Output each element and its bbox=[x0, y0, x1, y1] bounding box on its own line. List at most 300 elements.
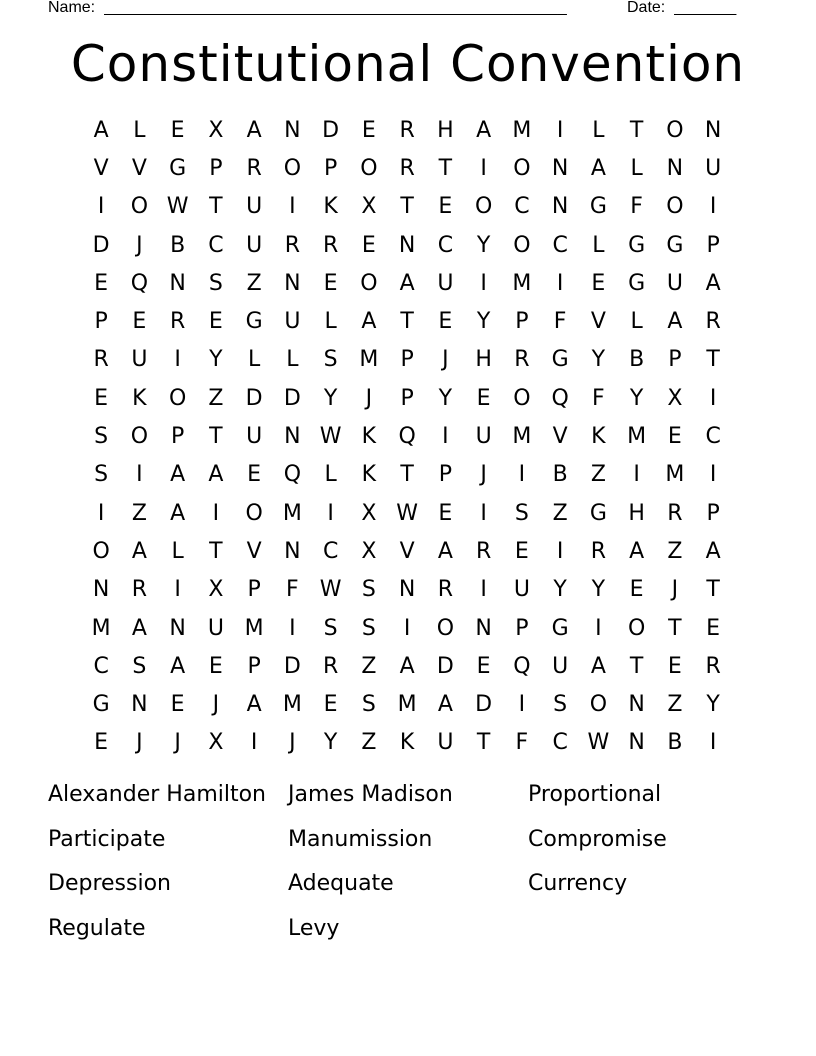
grid-letter[interactable]: P bbox=[400, 385, 414, 411]
grid-letter[interactable]: U bbox=[207, 615, 224, 641]
grid-letter[interactable]: S bbox=[208, 270, 223, 296]
grid-letter[interactable]: T bbox=[400, 194, 414, 220]
grid-letter[interactable]: N bbox=[284, 117, 301, 143]
date-blank-line[interactable]: _______ bbox=[674, 0, 737, 16]
grid-letter[interactable]: B bbox=[170, 232, 186, 258]
grid-letter[interactable]: M bbox=[282, 500, 302, 526]
grid-letter[interactable]: X bbox=[208, 117, 224, 143]
grid-letter[interactable]: R bbox=[169, 309, 186, 335]
grid-letter[interactable]: D bbox=[245, 385, 263, 411]
grid-letter[interactable]: I bbox=[518, 462, 526, 488]
grid-letter[interactable]: A bbox=[705, 270, 721, 296]
grid-letter[interactable]: E bbox=[476, 653, 491, 679]
grid-letter[interactable]: M bbox=[91, 615, 111, 641]
grid-letter[interactable]: Y bbox=[438, 385, 453, 411]
grid-letter[interactable]: N bbox=[398, 232, 416, 258]
grid-letter[interactable]: I bbox=[480, 577, 487, 603]
grid-letter[interactable]: X bbox=[208, 577, 224, 603]
grid-letter[interactable]: L bbox=[630, 155, 643, 181]
word-bank bbox=[48, 775, 768, 954]
grid-letter[interactable]: T bbox=[400, 462, 414, 488]
grid-letter[interactable]: I bbox=[595, 615, 602, 641]
grid-letter[interactable]: E bbox=[438, 309, 453, 335]
grid-letter[interactable]: N bbox=[131, 692, 148, 718]
grid-letter[interactable]: E bbox=[132, 309, 147, 335]
grid-letter[interactable]: N bbox=[398, 577, 416, 603]
grid-letter[interactable]: C bbox=[322, 538, 339, 564]
grid-letter[interactable]: N bbox=[284, 270, 301, 296]
date-label: Date: bbox=[627, 0, 666, 16]
grid-letter[interactable]: Y bbox=[553, 577, 567, 603]
grid-letter[interactable]: X bbox=[667, 385, 683, 411]
grid-letter[interactable]: E bbox=[476, 385, 491, 411]
grid-letter[interactable]: C bbox=[705, 424, 721, 450]
grid-letter[interactable]: P bbox=[323, 155, 338, 181]
grid-letter[interactable]: O bbox=[283, 155, 302, 181]
grid-letter[interactable]: L bbox=[133, 117, 146, 143]
grid-letter[interactable]: E bbox=[438, 194, 453, 220]
grid-letter[interactable]: T bbox=[209, 424, 223, 450]
grid-letter[interactable]: T bbox=[438, 155, 453, 181]
grid-letter[interactable]: U bbox=[284, 309, 301, 335]
grid-letter[interactable]: L bbox=[286, 347, 299, 373]
grid-letter[interactable]: W bbox=[319, 577, 342, 603]
grid-letter[interactable]: H bbox=[475, 347, 492, 373]
grid-letter[interactable]: X bbox=[208, 730, 224, 756]
grid-letter[interactable]: F bbox=[630, 194, 643, 220]
grid-letter[interactable]: L bbox=[171, 538, 184, 564]
word-search-grid bbox=[82, 111, 736, 762]
grid-letter[interactable]: S bbox=[94, 424, 109, 450]
grid-letter[interactable]: D bbox=[92, 232, 110, 258]
grid-letter[interactable]: Q bbox=[398, 424, 416, 450]
grid-letter[interactable]: Y bbox=[629, 385, 644, 411]
grid-letter[interactable]: J bbox=[480, 462, 487, 488]
grid-letter[interactable]: Y bbox=[591, 347, 606, 373]
grid-letter[interactable]: R bbox=[284, 232, 301, 258]
grid-letter[interactable]: R bbox=[399, 117, 415, 143]
grid-letter[interactable]: O bbox=[168, 385, 187, 411]
grid-letter[interactable]: U bbox=[131, 347, 148, 373]
grid-letter[interactable]: N bbox=[284, 424, 301, 450]
grid-letter[interactable]: R bbox=[246, 155, 262, 181]
grid-letter[interactable]: M bbox=[512, 117, 532, 143]
grid-letter[interactable]: N bbox=[284, 538, 301, 564]
grid-letter[interactable]: R bbox=[322, 653, 339, 679]
grid-letter[interactable]: V bbox=[93, 155, 109, 181]
grid-letter[interactable]: Q bbox=[130, 270, 149, 296]
grid-letter[interactable]: B bbox=[629, 347, 645, 373]
grid-letter[interactable]: I bbox=[556, 117, 564, 143]
grid-letter[interactable]: B bbox=[552, 462, 568, 488]
grid-letter[interactable]: A bbox=[667, 309, 683, 335]
grid-letter[interactable]: O bbox=[589, 692, 608, 718]
grid-letter[interactable]: A bbox=[629, 538, 645, 564]
grid-letter[interactable]: Y bbox=[591, 577, 606, 603]
grid-letter[interactable]: K bbox=[361, 462, 377, 488]
grid-letter[interactable]: Y bbox=[323, 385, 338, 411]
grid-letter[interactable]: I bbox=[327, 500, 334, 526]
grid-letter[interactable]: M bbox=[359, 347, 379, 373]
grid-letter[interactable]: J bbox=[136, 730, 143, 756]
grid-letter[interactable]: L bbox=[592, 232, 605, 258]
grid-letter[interactable]: P bbox=[438, 462, 453, 488]
grid-letter[interactable]: T bbox=[209, 538, 223, 564]
grid-letter[interactable]: E bbox=[247, 462, 262, 488]
grid-letter[interactable]: G bbox=[551, 347, 569, 373]
grid-letter[interactable]: Y bbox=[209, 347, 223, 373]
grid-letter[interactable]: Y bbox=[323, 730, 338, 756]
grid-letter[interactable]: K bbox=[361, 424, 377, 450]
grid-letter[interactable]: E bbox=[361, 117, 376, 143]
grid-letter[interactable]: I bbox=[97, 500, 105, 526]
grid-letter[interactable]: R bbox=[399, 155, 415, 181]
grid-letter[interactable]: M bbox=[512, 424, 532, 450]
grid-letter[interactable]: A bbox=[590, 155, 606, 181]
grid-letter[interactable]: E bbox=[208, 653, 223, 679]
grid-letter[interactable]: F bbox=[553, 309, 567, 335]
grid-letter[interactable]: G bbox=[628, 232, 646, 258]
grid-letter[interactable]: N bbox=[169, 615, 186, 641]
grid-letter[interactable]: U bbox=[705, 155, 722, 181]
grid-letter[interactable]: E bbox=[629, 577, 644, 603]
grid-letter[interactable]: G bbox=[628, 270, 646, 296]
grid-letter[interactable]: O bbox=[130, 424, 149, 450]
grid-letter[interactable]: A bbox=[246, 117, 262, 143]
grid-letter[interactable]: U bbox=[246, 424, 263, 450]
grid-letter[interactable]: O bbox=[474, 194, 493, 220]
grid-letter[interactable]: E bbox=[514, 538, 529, 564]
grid-letter[interactable]: N bbox=[475, 615, 492, 641]
grid-letter[interactable]: P bbox=[706, 232, 720, 258]
grid-letter[interactable]: C bbox=[93, 653, 109, 679]
grid-letter[interactable]: E bbox=[667, 424, 682, 450]
grid-letter[interactable]: I bbox=[480, 155, 487, 181]
grid-letter[interactable]: N bbox=[628, 692, 645, 718]
word-bank-item: Participate bbox=[48, 826, 166, 852]
grid-letter[interactable]: U bbox=[437, 730, 454, 756]
grid-letter[interactable]: A bbox=[170, 462, 186, 488]
grid-letter[interactable]: G bbox=[92, 692, 110, 718]
grid-letter[interactable]: K bbox=[591, 424, 606, 450]
grid-letter[interactable]: A bbox=[208, 462, 224, 488]
grid-letter[interactable]: P bbox=[515, 309, 529, 335]
grid-letter[interactable]: D bbox=[283, 653, 301, 679]
grid-letter[interactable]: D bbox=[322, 117, 340, 143]
grid-letter[interactable]: M bbox=[665, 462, 685, 488]
grid-letter[interactable]: Y bbox=[476, 309, 491, 335]
grid-letter[interactable]: P bbox=[247, 577, 261, 603]
grid-letter[interactable]: O bbox=[360, 270, 378, 296]
word-bank-item: Regulate bbox=[48, 916, 146, 942]
grid-letter[interactable]: I bbox=[174, 347, 181, 373]
grid-letter[interactable]: L bbox=[324, 309, 337, 335]
grid-letter[interactable]: O bbox=[627, 615, 646, 641]
grid-letter[interactable]: I bbox=[212, 500, 220, 526]
grid-letter[interactable]: U bbox=[513, 577, 530, 603]
grid-letter[interactable]: T bbox=[706, 347, 720, 373]
grid-letter[interactable]: K bbox=[399, 730, 415, 756]
grid-letter[interactable]: W bbox=[396, 500, 418, 526]
grid-letter[interactable]: P bbox=[94, 309, 108, 335]
word-bank-item: Adequate bbox=[288, 871, 394, 897]
grid-letter[interactable]: A bbox=[437, 692, 453, 718]
grid-letter[interactable]: L bbox=[247, 347, 261, 373]
grid-letter[interactable]: P bbox=[400, 347, 414, 373]
grid-letter[interactable]: U bbox=[246, 194, 263, 220]
grid-letter[interactable]: U bbox=[437, 270, 454, 296]
grid-letter[interactable]: J bbox=[442, 347, 449, 373]
grid-letter[interactable]: N bbox=[628, 730, 645, 756]
grid-letter[interactable]: I bbox=[556, 270, 564, 296]
grid-letter[interactable]: H bbox=[437, 117, 454, 143]
grid-letter[interactable]: O bbox=[513, 155, 531, 181]
grid-letter[interactable]: S bbox=[94, 462, 109, 488]
grid-letter[interactable]: X bbox=[361, 194, 377, 220]
grid-letter[interactable]: J bbox=[212, 692, 220, 718]
grid-letter[interactable]: A bbox=[131, 615, 147, 641]
grid-letter[interactable]: T bbox=[668, 615, 682, 641]
grid-letter[interactable]: X bbox=[361, 538, 377, 564]
grid-letter[interactable]: N bbox=[169, 270, 186, 296]
grid-letter[interactable]: K bbox=[323, 194, 338, 220]
grid-letter[interactable]: W bbox=[319, 424, 342, 450]
grid-letter[interactable]: Z bbox=[667, 538, 683, 564]
grid-letter[interactable]: I bbox=[556, 538, 564, 564]
grid-letter[interactable]: D bbox=[283, 385, 301, 411]
grid-letter[interactable]: A bbox=[361, 309, 377, 335]
grid-letter[interactable]: I bbox=[633, 462, 640, 488]
grid-letter[interactable]: D bbox=[475, 692, 493, 718]
grid-letter[interactable]: J bbox=[671, 577, 679, 603]
grid-letter[interactable]: N bbox=[92, 577, 110, 603]
grid-letter[interactable]: P bbox=[668, 347, 682, 373]
grid-letter[interactable]: A bbox=[590, 653, 606, 679]
grid-letter[interactable]: M bbox=[244, 615, 264, 641]
grid-letter[interactable]: F bbox=[286, 577, 299, 603]
grid-letter[interactable]: R bbox=[705, 309, 721, 335]
grid-letter[interactable]: A bbox=[399, 270, 415, 296]
grid-letter[interactable]: O bbox=[130, 194, 149, 220]
grid-letter[interactable]: T bbox=[209, 194, 223, 220]
grid-letter[interactable]: S bbox=[132, 653, 147, 679]
grid-letter[interactable]: R bbox=[514, 347, 530, 373]
grid-letter[interactable]: A bbox=[170, 500, 186, 526]
grid-letter[interactable]: O bbox=[513, 385, 531, 411]
grid-letter[interactable]: I bbox=[250, 730, 258, 756]
grid-letter[interactable]: O bbox=[436, 615, 455, 641]
grid-letter[interactable]: I bbox=[289, 194, 296, 220]
grid-letter[interactable]: P bbox=[209, 155, 223, 181]
grid-letter[interactable]: Z bbox=[131, 500, 147, 526]
grid-letter[interactable]: S bbox=[361, 577, 376, 603]
grid-letter[interactable]: T bbox=[629, 117, 644, 143]
grid-letter[interactable]: J bbox=[136, 232, 143, 258]
grid-letter[interactable]: V bbox=[552, 424, 568, 450]
grid-letter[interactable]: P bbox=[706, 500, 720, 526]
grid-letter[interactable]: O bbox=[360, 155, 378, 181]
grid-letter[interactable]: U bbox=[475, 424, 492, 450]
word-bank-item: Depression bbox=[48, 871, 171, 897]
grid-letter[interactable]: E bbox=[170, 117, 185, 143]
grid-letter[interactable]: A bbox=[476, 117, 492, 143]
grid-letter[interactable]: J bbox=[174, 730, 181, 756]
grid-letter[interactable]: E bbox=[706, 615, 721, 641]
grid-letter[interactable]: Q bbox=[551, 385, 569, 411]
grid-letter[interactable]: H bbox=[628, 500, 645, 526]
grid-letter[interactable]: C bbox=[208, 232, 224, 258]
grid-letter[interactable]: A bbox=[246, 692, 262, 718]
grid-letter[interactable]: I bbox=[709, 385, 717, 411]
grid-letter[interactable]: S bbox=[323, 615, 338, 641]
grid-letter[interactable]: Z bbox=[361, 653, 377, 679]
grid-letter[interactable]: C bbox=[552, 232, 568, 258]
grid-letter[interactable]: I bbox=[174, 577, 181, 603]
grid-letter[interactable]: Z bbox=[208, 385, 224, 411]
grid-letter[interactable]: I bbox=[709, 730, 717, 756]
grid-letter[interactable]: U bbox=[666, 270, 683, 296]
grid-letter[interactable]: T bbox=[706, 577, 720, 603]
grid-letter[interactable]: Z bbox=[246, 270, 262, 296]
grid-letter[interactable]: E bbox=[94, 270, 109, 296]
grid-letter[interactable]: L bbox=[324, 462, 337, 488]
grid-letter[interactable]: R bbox=[437, 577, 454, 603]
grid-letter[interactable]: L bbox=[592, 117, 605, 143]
grid-letter[interactable]: C bbox=[437, 232, 454, 258]
grid-letter[interactable]: V bbox=[131, 155, 147, 181]
grid-letter[interactable]: O bbox=[245, 500, 263, 526]
grid-letter[interactable]: R bbox=[475, 538, 492, 564]
grid-letter[interactable]: A bbox=[705, 538, 721, 564]
grid-letter[interactable]: V bbox=[399, 538, 415, 564]
grid-letter[interactable]: N bbox=[666, 155, 684, 181]
grid-letter[interactable]: U bbox=[552, 653, 569, 679]
grid-letter[interactable]: M bbox=[282, 692, 302, 718]
grid-letter[interactable]: E bbox=[323, 270, 338, 296]
grid-letter[interactable]: R bbox=[590, 538, 607, 564]
grid-letter[interactable]: G bbox=[589, 500, 607, 526]
grid-letter[interactable]: F bbox=[515, 730, 529, 756]
grid-letter[interactable]: Q bbox=[283, 462, 302, 488]
grid-letter[interactable]: E bbox=[94, 385, 109, 411]
grid-letter[interactable]: I bbox=[480, 270, 487, 296]
grid-letter[interactable]: C bbox=[514, 194, 530, 220]
grid-letter[interactable]: Z bbox=[552, 500, 568, 526]
grid-letter[interactable]: T bbox=[400, 309, 414, 335]
grid-letter[interactable]: N bbox=[551, 155, 569, 181]
grid-letter[interactable]: I bbox=[709, 194, 717, 220]
grid-letter[interactable]: O bbox=[666, 117, 684, 143]
name-blank-line[interactable]: ____________________________________________________ bbox=[104, 0, 567, 16]
grid-letter[interactable]: Z bbox=[667, 692, 683, 718]
grid-letter[interactable]: Y bbox=[706, 692, 720, 718]
grid-letter[interactable]: A bbox=[399, 653, 415, 679]
grid-letter[interactable]: S bbox=[361, 692, 376, 718]
grid-letter[interactable]: U bbox=[246, 232, 263, 258]
grid-letter[interactable]: I bbox=[289, 615, 296, 641]
grid-letter[interactable]: A bbox=[437, 538, 453, 564]
grid-letter[interactable]: A bbox=[93, 117, 109, 143]
grid-letter[interactable]: A bbox=[170, 653, 186, 679]
grid-letter[interactable]: R bbox=[667, 500, 683, 526]
grid-letter[interactable]: P bbox=[170, 424, 185, 450]
grid-letter[interactable]: A bbox=[131, 538, 147, 564]
grid-letter[interactable]: X bbox=[361, 500, 377, 526]
grid-letter[interactable]: M bbox=[512, 270, 532, 296]
grid-letter[interactable]: Y bbox=[476, 232, 491, 258]
grid-letter[interactable]: W bbox=[587, 730, 610, 756]
grid-letter[interactable]: G bbox=[589, 194, 607, 220]
grid-letter[interactable]: J bbox=[289, 730, 296, 756]
grid-letter[interactable]: Z bbox=[590, 462, 606, 488]
grid-letter[interactable]: R bbox=[322, 232, 339, 258]
grid-letter[interactable]: P bbox=[515, 615, 529, 641]
grid-letter[interactable]: V bbox=[246, 538, 262, 564]
grid-letter[interactable]: S bbox=[323, 347, 338, 373]
grid-letter[interactable]: K bbox=[132, 385, 147, 411]
grid-letter[interactable]: I bbox=[480, 500, 487, 526]
grid-letter[interactable]: G bbox=[169, 155, 187, 181]
grid-letter[interactable]: I bbox=[442, 424, 449, 450]
grid-letter[interactable]: S bbox=[553, 692, 568, 718]
grid-letter[interactable]: E bbox=[208, 309, 223, 335]
grid-letter[interactable]: I bbox=[709, 462, 717, 488]
word-bank-item: Compromise bbox=[528, 826, 667, 852]
grid-letter[interactable]: E bbox=[667, 653, 682, 679]
grid-letter[interactable]: N bbox=[551, 194, 569, 220]
grid-letter[interactable]: I bbox=[403, 615, 411, 641]
grid-letter[interactable]: G bbox=[245, 309, 263, 335]
grid-letter[interactable]: L bbox=[630, 309, 643, 335]
grid-letter[interactable]: P bbox=[247, 653, 261, 679]
grid-letter[interactable]: I bbox=[136, 462, 143, 488]
grid-letter[interactable]: T bbox=[476, 730, 491, 756]
grid-letter[interactable]: S bbox=[361, 615, 376, 641]
grid-letter[interactable]: R bbox=[131, 577, 148, 603]
grid-letter[interactable]: E bbox=[438, 500, 453, 526]
grid-letter[interactable]: O bbox=[666, 194, 684, 220]
grid-letter[interactable]: I bbox=[97, 194, 105, 220]
grid-letter[interactable]: O bbox=[92, 538, 110, 564]
grid-letter[interactable]: E bbox=[323, 692, 338, 718]
grid-letter[interactable]: M bbox=[397, 692, 417, 718]
grid-letter[interactable]: T bbox=[629, 653, 644, 679]
grid-letter[interactable]: Z bbox=[361, 730, 377, 756]
grid-letter[interactable]: F bbox=[592, 385, 605, 411]
grid-letter[interactable]: G bbox=[666, 232, 684, 258]
grid-letter[interactable]: I bbox=[518, 692, 526, 718]
grid-letter[interactable]: E bbox=[591, 270, 606, 296]
grid-letter[interactable]: E bbox=[170, 692, 185, 718]
grid-letter[interactable]: O bbox=[513, 232, 531, 258]
grid-letter[interactable]: W bbox=[166, 194, 189, 220]
grid-letter[interactable]: R bbox=[93, 347, 109, 373]
name-label: Name: bbox=[48, 0, 96, 16]
grid-letter[interactable]: V bbox=[590, 309, 606, 335]
grid-letter[interactable]: B bbox=[667, 730, 683, 756]
grid-letter[interactable]: J bbox=[365, 385, 373, 411]
grid-letter[interactable]: E bbox=[94, 730, 109, 756]
grid-letter[interactable]: G bbox=[551, 615, 569, 641]
grid-letter[interactable]: R bbox=[705, 653, 721, 679]
grid-letter[interactable]: S bbox=[514, 500, 529, 526]
grid-letter[interactable]: M bbox=[627, 424, 647, 450]
grid-letter[interactable]: C bbox=[552, 730, 568, 756]
grid-letter[interactable]: D bbox=[436, 653, 454, 679]
grid-letter[interactable]: E bbox=[361, 232, 376, 258]
grid-letter[interactable]: N bbox=[704, 117, 722, 143]
grid-letter[interactable]: Q bbox=[513, 653, 531, 679]
